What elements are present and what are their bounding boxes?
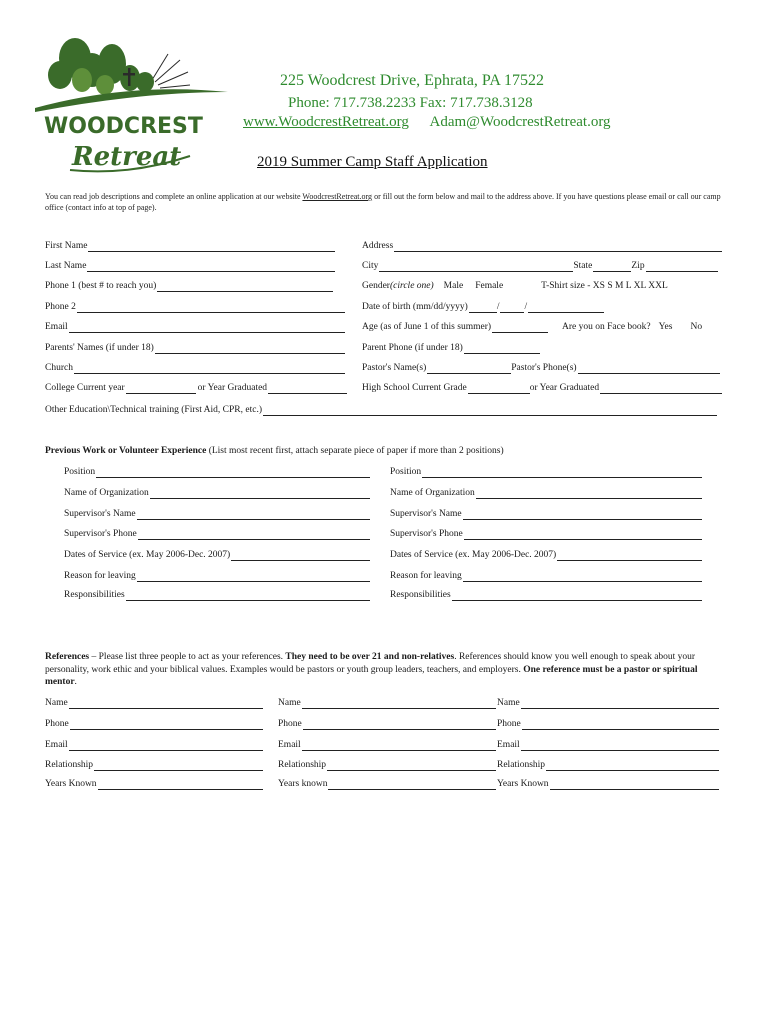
- ref3-label-4: Years Known: [497, 779, 549, 789]
- ref3-label-2: Email: [497, 740, 520, 750]
- work1-label-0: Position: [64, 467, 96, 477]
- parent-phone-label: Parent Phone (if under 18): [362, 343, 463, 353]
- parents-names-field[interactable]: [45, 342, 345, 354]
- references-end: .: [74, 677, 77, 687]
- other-education-label: Other Education\Technical training (First Aid, CPR, etc.): [45, 405, 262, 415]
- zip-label: Zip: [631, 261, 645, 271]
- first-name-field[interactable]: [45, 240, 335, 252]
- ref1-field-0[interactable]: [45, 697, 263, 709]
- work1-field-4[interactable]: [64, 549, 370, 561]
- intro-after: or fill out the form below and mail to the address above. If you have questions please email or call our camp office (contact info at top of page).: [45, 192, 721, 212]
- intro-before: You can read job descriptions and complete an online application at our website: [45, 192, 303, 201]
- dob-slash-2: /: [524, 302, 528, 312]
- header-address: 225 Woodcrest Drive, Ephrata, PA 17522: [280, 72, 545, 89]
- first-name-label: First Name: [45, 241, 88, 251]
- ref2-label-2: Email: [278, 740, 301, 750]
- facebook-no-option[interactable]: No: [690, 322, 703, 332]
- references-dash: – Please list three people to act as your references.: [89, 652, 286, 662]
- ref3-label-1: Phone: [497, 719, 521, 729]
- work2-label-3: Supervisor's Phone: [390, 529, 463, 539]
- email-label: Email: [45, 322, 68, 332]
- parent-phone-field[interactable]: [362, 342, 540, 354]
- work1-field-0[interactable]: [64, 466, 370, 478]
- ref1-field-1[interactable]: [45, 718, 263, 730]
- gender-male-option[interactable]: Male: [443, 281, 464, 291]
- references-heading: References: [45, 652, 90, 662]
- work2-field-4[interactable]: [390, 549, 702, 561]
- phone2-field[interactable]: [45, 301, 345, 313]
- ref3-field-4[interactable]: [497, 778, 719, 790]
- phone1-label: Phone 1 (best # to reach you): [45, 281, 157, 291]
- references-bold-1: They need to be over 21 and non-relatives: [285, 652, 455, 662]
- page-title: 2019 Summer Camp Staff Application: [257, 154, 488, 170]
- work2-field-2[interactable]: [390, 508, 702, 520]
- city-state-zip-field[interactable]: [362, 260, 718, 272]
- church-field[interactable]: [45, 362, 345, 374]
- ref2-field-4[interactable]: [278, 778, 496, 790]
- facebook-field[interactable]: [562, 321, 722, 333]
- facebook-label: Are you on Face book?: [562, 322, 651, 332]
- references-intro: [45, 651, 717, 689]
- work-heading-bold: Previous Work or Volunteer Experience: [45, 446, 207, 456]
- facebook-yes-option[interactable]: Yes: [658, 322, 673, 332]
- work1-field-1[interactable]: [64, 487, 370, 499]
- parents-names-label: Parents' Names (if under 18): [45, 343, 154, 353]
- pastor-field[interactable]: [362, 362, 720, 374]
- website-link[interactable]: www.WoodcrestRetreat.org: [243, 114, 409, 130]
- high-school-field[interactable]: [362, 382, 722, 394]
- ref2-label-3: Relationship: [278, 760, 327, 770]
- header-phone: Phone: 717.738.2233 Fax: 717.738.3128: [288, 95, 533, 111]
- college-year-label: College Current year: [45, 383, 125, 393]
- work2-label-5: Reason for leaving: [390, 571, 462, 581]
- high-school-grad-label: or Year Graduated: [529, 383, 600, 393]
- ref1-label-1: Phone: [45, 719, 69, 729]
- state-label: State: [573, 261, 593, 271]
- work2-field-3[interactable]: [390, 528, 702, 540]
- ref1-field-2[interactable]: [45, 739, 263, 751]
- ref2-field-0[interactable]: [278, 697, 496, 709]
- ref1-label-4: Years Known: [45, 779, 97, 789]
- work2-field-6[interactable]: [390, 589, 702, 601]
- work1-field-3[interactable]: [64, 528, 370, 540]
- ref2-label-4: Years known: [278, 779, 328, 789]
- address-field[interactable]: [362, 240, 722, 252]
- ref2-label-0: Name: [278, 698, 301, 708]
- email-link[interactable]: Adam@WoodcrestRetreat.org: [429, 114, 611, 130]
- work2-label-4: Dates of Service (ex. May 2006-Dec. 2007): [390, 550, 557, 560]
- address-label: Address: [362, 241, 394, 251]
- svg-text:WOODCREST: WOODCREST: [44, 114, 203, 139]
- work1-field-2[interactable]: [64, 508, 370, 520]
- work2-field-5[interactable]: [390, 570, 702, 582]
- gender-hint: (circle one): [389, 281, 434, 291]
- city-label: City: [362, 261, 379, 271]
- ref1-label-0: Name: [45, 698, 68, 708]
- work1-label-1: Name of Organization: [64, 488, 149, 498]
- work-heading: [45, 445, 504, 458]
- ref1-label-2: Email: [45, 740, 68, 750]
- woodcrest-logo: [30, 30, 230, 180]
- ref3-field-0[interactable]: [497, 697, 719, 709]
- church-label: Church: [45, 363, 73, 373]
- work1-label-5: Reason for leaving: [64, 571, 136, 581]
- pastor-phone-label: Pastor's Phone(s): [511, 363, 577, 373]
- age-field[interactable]: [362, 321, 548, 333]
- ref3-field-3[interactable]: [497, 759, 719, 771]
- header-links: [243, 114, 611, 131]
- other-education-field[interactable]: [45, 404, 717, 416]
- ref3-label-3: Relationship: [497, 760, 546, 770]
- work1-label-3: Supervisor's Phone: [64, 529, 137, 539]
- gender-label: Gender: [362, 281, 390, 291]
- last-name-label: Last Name: [45, 261, 87, 271]
- dob-field[interactable]: [362, 301, 604, 313]
- tshirt-size-options[interactable]: T-Shirt size - XS S M L XL XXL: [541, 281, 668, 291]
- college-grad-label: or Year Graduated: [197, 383, 268, 393]
- work2-label-2: Supervisor's Name: [390, 509, 462, 519]
- ref1-field-4[interactable]: [45, 778, 263, 790]
- ref3-field-2[interactable]: [497, 739, 719, 751]
- ref1-label-3: Relationship: [45, 760, 94, 770]
- work1-label-4: Dates of Service (ex. May 2006-Dec. 2007): [64, 550, 231, 560]
- intro-link[interactable]: WoodcrestRetreat.org: [302, 192, 373, 201]
- work2-label-6: Responsibilities: [390, 590, 451, 600]
- last-name-field[interactable]: [45, 260, 335, 272]
- trees-logo-icon: [30, 30, 230, 180]
- work2-label-0: Position: [390, 467, 422, 477]
- email-field[interactable]: [45, 321, 345, 333]
- svg-text:Retreat: Retreat: [72, 142, 182, 172]
- ref3-field-1[interactable]: [497, 718, 719, 730]
- dob-label: Date of birth (mm/dd/yyyy): [362, 302, 468, 312]
- work1-label-6: Responsibilities: [64, 590, 125, 600]
- ref2-label-1: Phone: [278, 719, 302, 729]
- phone1-field[interactable]: [45, 280, 333, 292]
- work2-field-1[interactable]: [390, 487, 702, 499]
- references-mid: . References should know you well enough to speak about your personality, work ethic and your biblical values. Examples would be pastors or youth group leaders, teachers, and employers.: [45, 652, 696, 675]
- phone2-label: Phone 2: [45, 302, 76, 312]
- pastor-name-label: Pastor's Name(s): [362, 363, 427, 373]
- work-heading-note: (List most recent first, attach separate piece of paper if more than 2 positions): [206, 446, 504, 456]
- age-label: Age (as of June 1 of this summer): [362, 322, 492, 332]
- ref2-field-3[interactable]: [278, 759, 496, 771]
- dob-slash-1: /: [496, 302, 500, 312]
- gender-field[interactable]: [362, 280, 692, 292]
- work1-label-2: Supervisor's Name: [64, 509, 136, 519]
- work1-field-6[interactable]: [64, 589, 370, 601]
- ref3-label-0: Name: [497, 698, 520, 708]
- gender-female-option[interactable]: Female: [475, 281, 504, 291]
- ref2-field-1[interactable]: [278, 718, 496, 730]
- ref1-field-3[interactable]: [45, 759, 263, 771]
- intro-text: [45, 191, 725, 213]
- work2-label-1: Name of Organization: [390, 488, 475, 498]
- ref2-field-2[interactable]: [278, 739, 496, 751]
- references-bold-2: One reference must be a pastor or spiritual mentor: [45, 664, 698, 687]
- high-school-label: High School Current Grade: [362, 383, 467, 393]
- college-field[interactable]: [45, 382, 347, 394]
- work1-field-5[interactable]: [64, 570, 370, 582]
- work2-field-0[interactable]: [390, 466, 702, 478]
